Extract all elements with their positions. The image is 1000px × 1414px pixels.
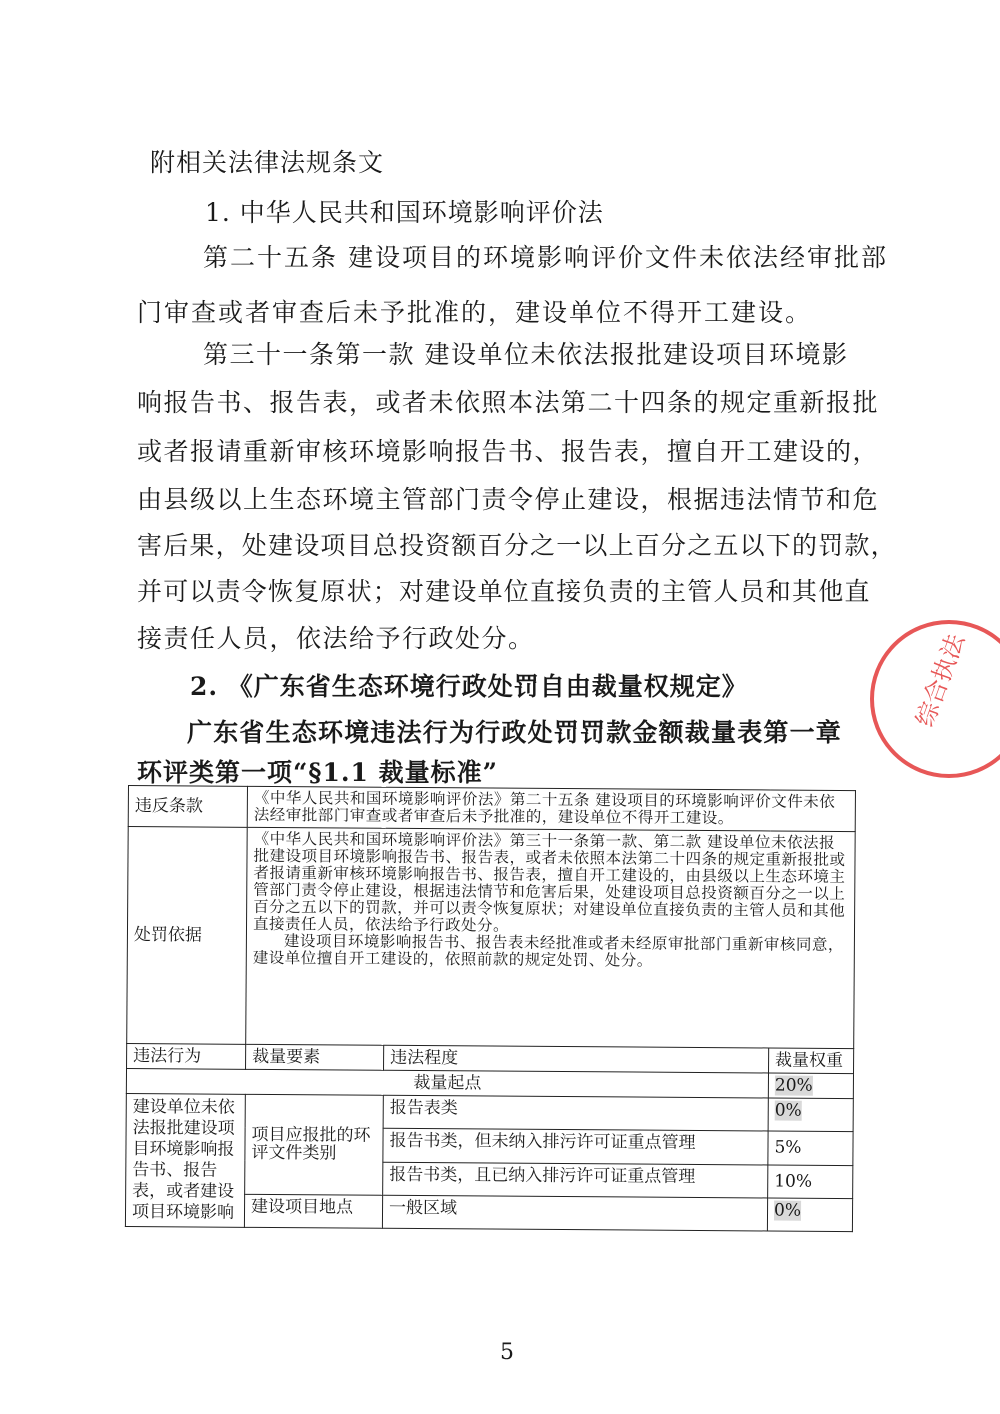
start-point-label: 裁量起点	[126, 1068, 768, 1097]
article31-line: 第三十一条第一款 建设单位未依法报批建设项目环境影	[203, 340, 849, 369]
degree-cell: 报告书类，且已纳入排污许可证重点管理	[383, 1162, 768, 1198]
penalty-basis-text2: 建设项目环境影响报告书、报告表未经批准或者未经原审批部门重新审核同意，建设单位擅自开工建设的，依照前款的规定处罚、处分。	[252, 932, 844, 970]
table-row	[127, 827, 855, 1049]
appendix-heading: 附相关法律法规条文	[150, 148, 385, 177]
weight-cell: 10%	[768, 1164, 853, 1198]
page-number: 5	[500, 1340, 514, 1365]
weight-value: 0%	[773, 1200, 802, 1221]
violation-clause-label: 违反条款	[128, 786, 247, 828]
article31-line: 由县级以上生态环境主管部门责令停止建设，根据违法情节和危	[137, 485, 880, 514]
article31-line: 接责任人员，依法给予行政处分。	[137, 624, 535, 653]
degree-cell: 一般区域	[382, 1195, 767, 1231]
schedule-line: 广东省生态环境违法行为行政处罚罚款金额裁量表第一章	[187, 718, 843, 747]
header-behavior: 违法行为	[127, 1043, 246, 1069]
violation-clause-text: 《中华人民共和国环境影响评价法》第二十五条 建设项目的环境影响评价文件未依法经审批部门审查或者审查后未予批准的，建设单位不得开工建设。	[247, 786, 855, 831]
weight-value: 0%	[774, 1100, 802, 1121]
article25-line: 门审查或者审查后未予批准的，建设单位不得开工建设。	[137, 298, 813, 327]
law1-title: 1. 中华人民共和国环境影响评价法	[205, 198, 604, 227]
start-weight-value: 20%	[774, 1075, 813, 1096]
weight-cell	[767, 1198, 852, 1232]
degree-cell: 报告表类	[383, 1095, 768, 1131]
discretion-table	[125, 785, 856, 1232]
official-seal	[870, 620, 1000, 778]
law2-title: 2. 《广东省生态环境行政处罚自由裁量权规定》	[190, 672, 748, 701]
schedule-line: 环评类第一项“§1.1 裁量标准”	[137, 758, 499, 787]
factor-location: 建设项目地点	[244, 1194, 382, 1228]
weight-cell	[768, 1098, 853, 1132]
seal-text: 综合执法	[910, 630, 970, 731]
table-row	[128, 786, 855, 832]
degree-cell: 报告书类，但未纳入排污许可证重点管理	[383, 1129, 768, 1165]
penalty-basis-text: 《中华人民共和国环境影响评价法》第三十一条第一款、第二款 建设单位未依法报批建设项目环境影响报告书、报告表，或者未依照本法第二十四条的规定重新报批或者报请重新审核环境影响报告书、报告表，擅自开工建设的，由县级以上生态环境主管部门责令停止建设，根据违法情节和危害后果，处建设项目总投资额百分之一以上百分之五以下的罚款，并可以责令恢复原状；对建设单位直接负责的主管人员和其他直接责任人员，依法给予行政处分。	[252, 829, 846, 935]
penalty-basis-label: 处罚依据	[127, 827, 248, 1045]
factor-doc-type: 项目应报批的环评文件类别	[245, 1094, 384, 1195]
article31-line: 害后果，处建设项目总投资额百分之一以上百分之五以下的罚款，	[137, 531, 897, 560]
weight-cell: 5%	[768, 1131, 853, 1165]
behavior-cell: 建设单位未依法报批建设项目环境影响报告书、报告表，或者建设项目环境影响	[125, 1093, 245, 1227]
article25-line: 第二十五条 建设项目的环境影响评价文件未依法经审批部	[203, 243, 888, 272]
penalty-basis-cell	[246, 827, 856, 1048]
article31-line: 响报告书、报告表，或者未依照本法第二十四条的规定重新报批	[137, 388, 880, 417]
table-row	[126, 1093, 853, 1131]
start-point-weight	[768, 1073, 853, 1099]
header-degree: 违法程度	[384, 1045, 769, 1073]
header-weight: 裁量权重	[769, 1048, 854, 1074]
header-factor: 裁量要素	[246, 1044, 384, 1070]
article31-line: 或者报请重新审核环境影响报告书、报告表，擅自开工建设的，	[137, 437, 880, 466]
article31-line: 并可以责令恢复原状；对建设单位直接负责的主管人员和其他直	[137, 577, 871, 606]
